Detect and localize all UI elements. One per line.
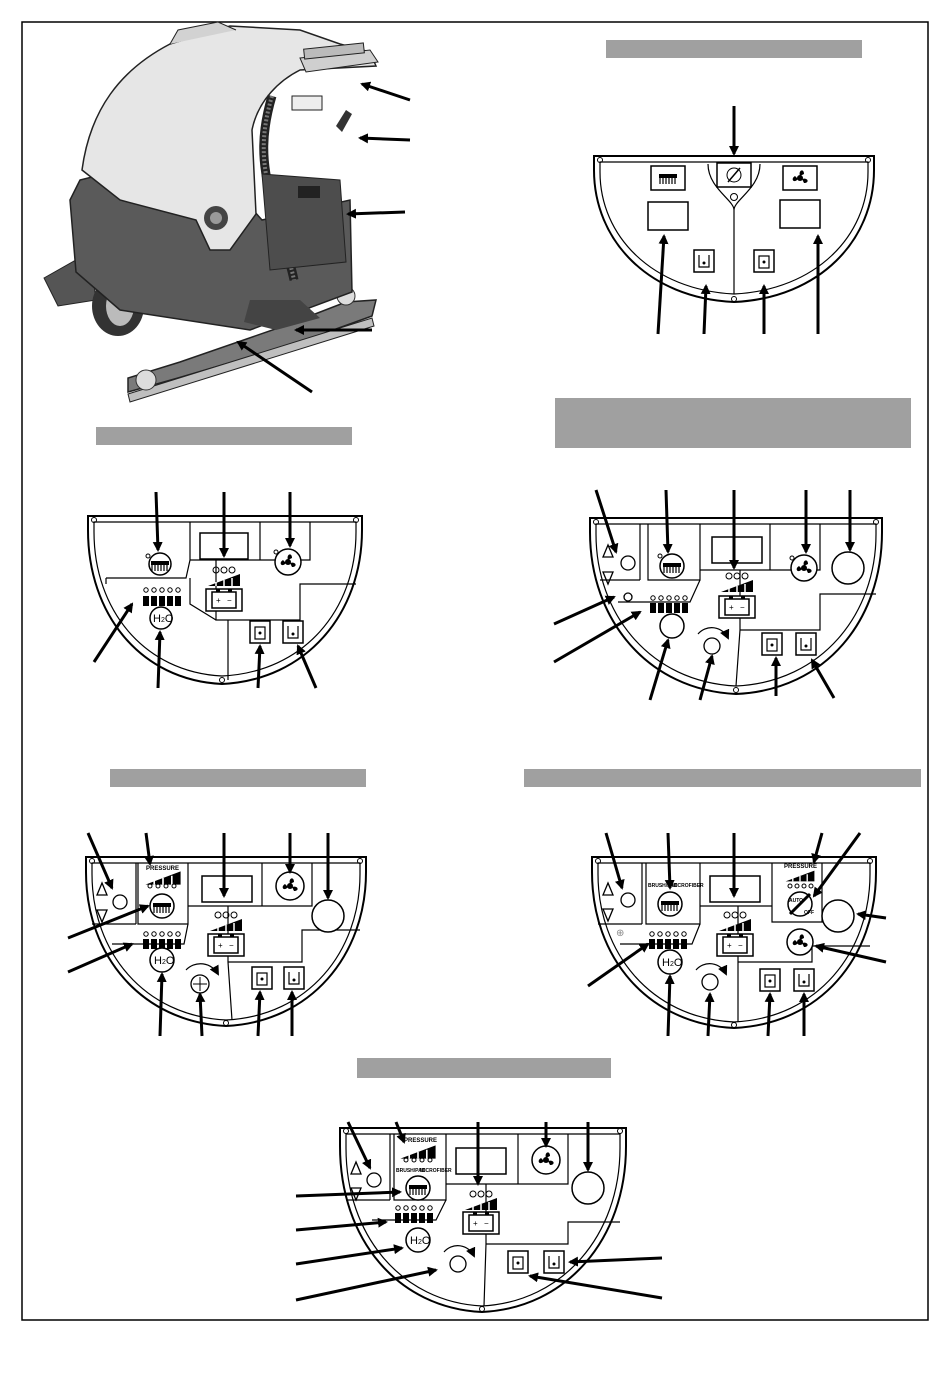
- control-panel-2: [590, 518, 882, 694]
- svg-text:PRESSURE: PRESSURE: [404, 1138, 438, 1144]
- caption-bar-panel-1: [96, 427, 352, 445]
- manual-figure: − H2O PRESSURE H2O ⊕ BRUSH/PAD MICROFIBER PRESSURE AUTO OFF H2O PRESSURE BRUSH/PAD MICROFIBER H2O: [0, 0, 950, 1378]
- svg-text:MICROFIBER: MICROFIBER: [420, 1168, 452, 1174]
- control-panel-basic: [594, 156, 874, 302]
- caption-bar-panel-2: [555, 398, 911, 448]
- svg-text:H2O: H2O: [662, 957, 683, 969]
- machine-illustration: [44, 22, 378, 402]
- svg-text:PRESSURE: PRESSURE: [784, 864, 818, 870]
- svg-text:AUTO: AUTO: [789, 898, 804, 904]
- svg-text:BRUSH/PAD: BRUSH/PAD: [396, 1168, 426, 1174]
- svg-text:H2O: H2O: [154, 955, 175, 967]
- caption-bar-panel-3: [110, 769, 366, 787]
- brush-display: [648, 202, 688, 230]
- svg-text:⊕: ⊕: [616, 928, 625, 939]
- pressure-label: PRESSURE: [146, 866, 180, 872]
- caption-bar-panel-basic: [606, 40, 862, 58]
- brush-pad-label: BRUSH/PAD: [648, 883, 678, 889]
- svg-text:H2O: H2O: [410, 1235, 431, 1247]
- microfiber-label: MICROFIBER: [672, 883, 704, 889]
- control-panel-3: [86, 857, 366, 1026]
- vacuum-display: [780, 200, 820, 228]
- caption-bar-panel-4: [524, 769, 921, 787]
- water-button-label: H2O: [153, 613, 174, 625]
- svg-text:OFF: OFF: [804, 910, 814, 916]
- caption-bar-panel-5: [357, 1058, 611, 1078]
